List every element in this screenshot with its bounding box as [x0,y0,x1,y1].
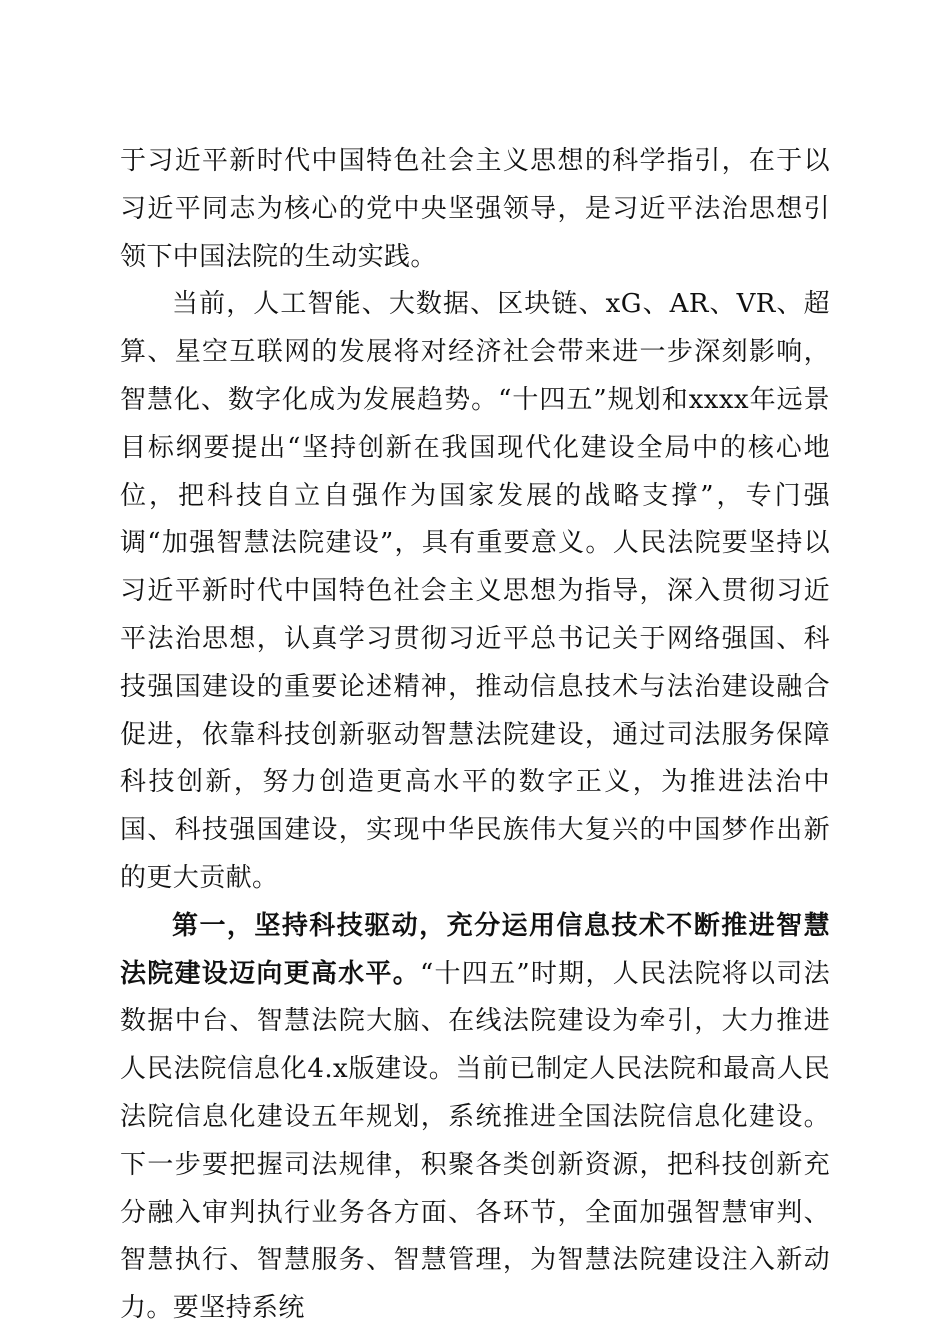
paragraph-body-text: “十四五”时期，人民法院将以司法数据中台、智慧法院大脑、在线法院建设为牵引，大力推进人民法院信息化4.x版建设。当前已制定人民法院和最高人民法院信息化建设五年规划，系统推进全国法院信息化建设。下一步要把握司法规律，积聚各类创新资源，把科技创新充分融入审判执行业务各方面、各环节，全面加强智慧审判、智慧执行、智慧服务、智慧管理，为智慧法院建设注入新动力。要坚持系统 [120,958,830,1324]
paragraph-first-point [120,903,830,1333]
paragraph-continuation: 于习近平新时代中国特色社会主义思想的科学指引，在于以习近平同志为核心的党中央坚强领导，是习近平法治思想引领下中国法院的生动实践。 [120,146,830,272]
document-body [120,138,830,1333]
paragraph-lead-heading: 第一，坚持科技驱动，充分运用信息技术不断推进智慧法院建设迈向更高水平。 [120,910,830,989]
paragraph-current-trends: 当前，人工智能、大数据、区块链、xG、AR、VR、超算、星空互联网的发展将对经济社会带来进一步深刻影响，智慧化、数字化成为发展趋势。“十四五”规划和xxxx年远景目标纲要提出“坚持创新在我国现代化建设全局中的核心地位，把科技自立自强作为国家发展的战略支撑”，专门强调“加强智慧法院建设”，具有重要意义。人民法院要坚持以习近平新时代中国特色社会主义思想为指导，深入贯彻习近平法治思想，认真学习贯彻习近平总书记关于网络强国、科技强国建设的重要论述精神，推动信息技术与法治建设融合促进，依靠科技创新驱动智慧法院建设，通过司法服务保障科技创新，努力创造更高水平的数字正义，为推进法治中国、科技强国建设，实现中华民族伟大复兴的中国梦作出新的更大贡献。 [120,289,830,893]
